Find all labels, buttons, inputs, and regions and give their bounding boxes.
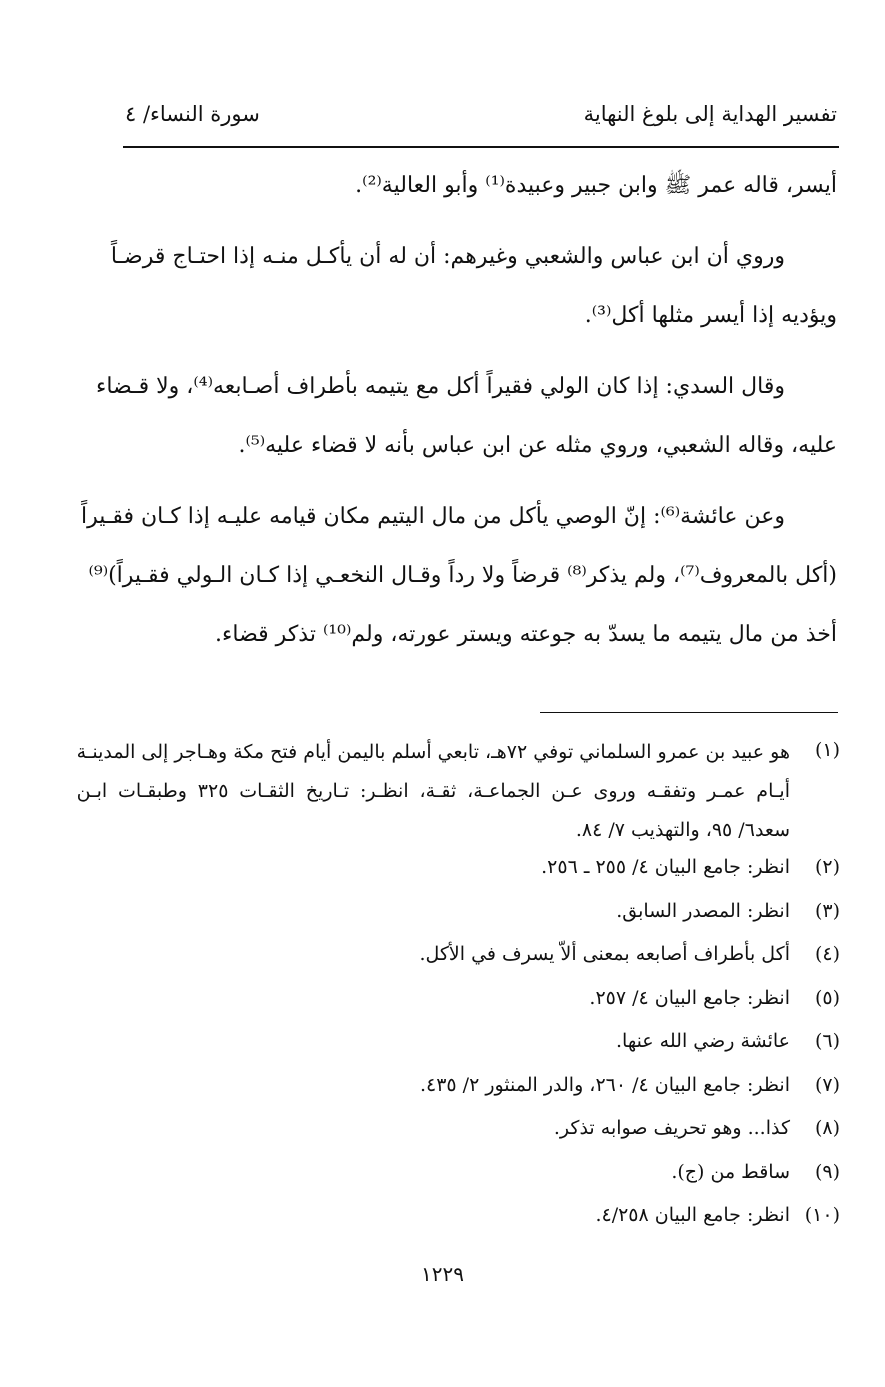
header-rule [123,146,839,148]
footnote-text: ساقط من (ج). [671,1160,790,1183]
text-line: ويؤديه إذا أيسر مثلها أكل⁽³⁾. [584,303,837,328]
footnote-number: (٩) [814,1160,840,1183]
footnote-number: (٣) [814,899,840,922]
footnote-text: عائشة رضي الله عنها. [615,1030,790,1052]
footnotes [76,734,840,1243]
main-text [81,160,837,668]
footnote-number: (٦) [814,1030,840,1052]
running-header [125,102,837,138]
paragraph-gap [125,349,837,361]
footnote-text: انظر: جامع البيان ٤/ ٢٥٥ ـ ٢٥٦. [541,856,790,878]
text-line: عليه، وقاله الشعبي، وروي مثله عن ابن عباس بأنه لا قضاء عليه⁽⁵⁾. [238,433,837,458]
footnote-item [76,734,840,851]
footnote-item [125,895,840,939]
footnote-number: (١٠) [804,1204,840,1226]
footnote-text [77,734,790,851]
text-line: (أكل بالمعروف⁽⁷⁾، ولم يذكر⁽⁸⁾ قرضاً ولا رداً وقـال النخعـي إذا كـان الـولي فقـيراً)⁽⁹⁾ [88,563,837,588]
footnote-number: (٥) [814,986,840,1009]
footnote-text: أكل بأطراف أصابعه بمعنى ألاّ يسرف في الأكل. [419,943,790,965]
text-line: وقال السدي: إذا كان الولي فقيراً أكل مع يتيمه بأطراف أصـابعه⁽⁴⁾، ولا قـضاء [96,374,785,399]
footnote-item [125,1156,840,1200]
footnote-item [125,982,840,1026]
footnote-item [125,938,840,982]
footnote-separator [540,712,838,713]
footnote-line: سعد٦/ ٩٥، والتهذيب ٧/ ٨٤. [575,819,790,841]
paragraph-gap [125,479,837,491]
page-number: ١٢٢٩ [421,1262,464,1286]
footnote-text: انظر: جامع البيان ٤/٢٥٨. [595,1204,790,1226]
footnote-number: (٢) [814,856,840,878]
text-line: وروي أن ابن عباس والشعبي وغيرهم: أن له أن يأكـل منـه إذا احتـاج قرضـاً [110,244,785,269]
book-title: تفسير الهداية إلى بلوغ النهاية [583,102,837,126]
footnote-line: هو عبيد بن عمرو السلماني توفي ٧٢هـ، تابعي أسلم باليمن أيام فتح مكة وهـاجر إلى المدينـة [76,741,790,763]
footnote-number: (٧) [814,1073,840,1096]
footnote-text: انظر: المصدر السابق. [616,899,790,922]
footnote-item [125,1025,840,1069]
footnote-item [125,1199,840,1243]
footnote-text: انظر: جامع البيان ٤/ ٢٦٠، والدر المنثور ٢/ ٤٣٥. [419,1073,790,1096]
text-line: وعن عائشة⁽⁶⁾: إنّ الوصي يأكل من مال اليتيم مكان قيامه عليـه إذا كـان فقـيراً [81,504,785,529]
footnote-item [125,1069,840,1113]
footnote-item [125,851,840,895]
surah-label: سورة النساء/ ٤ [125,102,260,126]
paragraph-gap [125,219,837,231]
footnote-number: (١) [814,739,840,761]
footnote-text: انظر: جامع البيان ٤/ ٢٥٧. [589,986,790,1009]
footnote-item [125,1112,840,1156]
footnote-text: كذا... وهو تحريف صوابه تذكر. [553,1117,790,1139]
footnote-line: أيـام عمـر وتفقـه وروى عـن الجماعـة، ثقـة، انظـر: تـاريخ الثقـات ٣٢٥ وطبقـات ابـن [76,780,790,802]
footnote-number: (٨) [814,1117,840,1139]
text-line: أخذ من مال يتيمه ما يسدّ به جوعته ويستر عورته، ولم⁽¹⁰⁾ تذكر قضاء. [215,622,837,647]
text-line: أيسر، قاله عمر ﷺ وابن جبير وعبيدة⁽¹⁾ وأبو العالية⁽²⁾. [355,173,837,198]
footnote-number: (٤) [814,943,840,965]
